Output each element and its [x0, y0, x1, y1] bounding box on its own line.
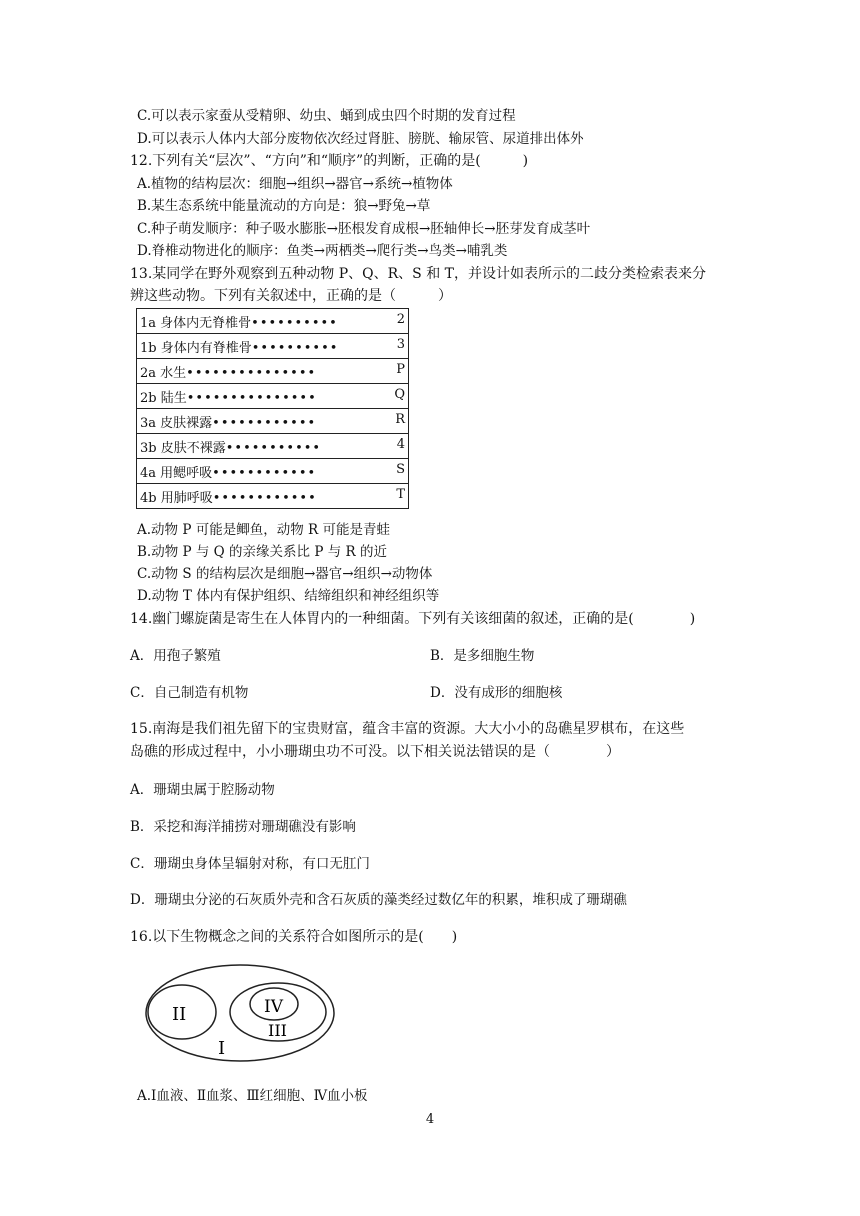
q15-stem-line2: 岛礁的形成过程中，小小珊瑚虫功不可没。以下相关说法错误的是（ ） [130, 744, 620, 760]
venn-label-i: I [218, 1038, 226, 1059]
q11-option-c: C.可以表示家蚕从受精卵、幼虫、蛹到成虫四个时期的发育过程 [137, 108, 516, 124]
key-row [137, 459, 409, 484]
key-result: 3 [396, 336, 405, 352]
q14-option-a: A．用孢子繁殖 [130, 648, 221, 664]
dichotomous-key-table [136, 308, 409, 509]
venn-label-iv: IV [264, 997, 283, 1017]
key-result: S [396, 461, 405, 477]
key-row [137, 484, 409, 509]
q15-option-a: A．珊瑚虫属于腔肠动物 [130, 782, 275, 798]
venn-label-iii: III [268, 1021, 287, 1040]
key-result: P [396, 361, 405, 377]
key-dots: •••••••••• [251, 340, 339, 356]
q12-option-b: B.某生态系统中能量流动的方向是：狼→野兔→草 [137, 198, 431, 214]
q14-stem: 14.幽门螺旋菌是寄生在人体胃内的一种细菌。下列有关该细菌的叙述，正确的是( ) [130, 611, 696, 627]
q13-option-c: C.动物 S 的结构层次是细胞→器官→组织→动物体 [137, 566, 433, 582]
q13-stem-line2: 辨这些动物。下列有关叙述中，正确的是（ ） [130, 288, 452, 304]
key-label: 1b 身体内有脊椎骨 [140, 340, 252, 356]
key-dots: ••••••••••••••• [186, 390, 317, 406]
q13-option-b: B.动物 P 与 Q 的亲缘关系比 P 与 R 的近 [137, 544, 387, 560]
key-row [137, 434, 409, 459]
q14-option-c: C．自己制造有机物 [130, 685, 249, 701]
q16-stem: 16.以下生物概念之间的关系符合如图所示的是( ) [130, 929, 458, 945]
venn-label-ii: II [172, 1004, 187, 1025]
key-dots: •••••••••••• [212, 415, 317, 431]
key-result: Q [394, 386, 405, 402]
key-row [137, 384, 409, 409]
key-label: 1a 身体内无脊椎骨 [140, 315, 252, 331]
key-dots: ••••••••••••••• [186, 365, 317, 381]
q13-option-a: A.动物 P 可能是鲫鱼，动物 R 可能是青蛙 [137, 522, 390, 538]
q15-option-c: C．珊瑚虫身体呈辐射对称，有口无肛门 [130, 856, 370, 872]
key-result: T [396, 486, 405, 502]
key-row [137, 409, 409, 434]
venn-diagram [140, 958, 340, 1068]
q13-option-d: D.动物 T 体内有保护组织、结缔组织和神经组织等 [137, 588, 440, 604]
q15-option-d: D．珊瑚虫分泌的石灰质外壳和含石灰质的藻类经过数亿年的积累，堆积成了珊瑚礁 [130, 892, 627, 908]
q11-option-d: D.可以表示人体内大部分废物依次经过肾脏、膀胱、输尿管、尿道排出体外 [137, 131, 584, 147]
q14-option-b: B．是多细胞生物 [430, 648, 535, 664]
key-label: 2b 陆生 [140, 390, 187, 406]
q12-option-c: C.种子萌发顺序：种子吸水膨胀→胚根发育成根→胚轴伸长→胚芽发育成茎叶 [137, 221, 591, 237]
q12-stem: 12.下列有关“层次”、“方向”和“顺序”的判断，正确的是( ) [130, 153, 529, 169]
q12-option-a: A.植物的结构层次：细胞→组织→器官→系统→植物体 [137, 176, 453, 192]
key-dots: •••••••••••• [212, 465, 317, 481]
key-label: 4a 用鳃呼吸 [140, 465, 213, 481]
key-row [137, 309, 409, 334]
key-row [137, 334, 409, 359]
key-label: 3a 皮肤裸露 [140, 415, 213, 431]
key-row [137, 359, 409, 384]
key-label: 4b 用肺呼吸 [140, 490, 213, 506]
key-result: R [395, 411, 405, 427]
page-number: 4 [425, 1112, 435, 1127]
q12-option-d: D.脊椎动物进化的顺序：鱼类→两栖类→爬行类→鸟类→哺乳类 [137, 243, 508, 259]
key-dots: ••••••••••• [225, 440, 322, 456]
key-result: 2 [396, 311, 405, 327]
q14-option-d: D．没有成形的细胞核 [430, 685, 563, 701]
key-label: 3b 皮肤不裸露 [140, 440, 226, 456]
key-result: 4 [396, 436, 405, 452]
q15-option-b: B．采挖和海洋捕捞对珊瑚礁没有影响 [130, 819, 356, 835]
q16-option-a: A.Ⅰ血液、Ⅱ血浆、Ⅲ红细胞、Ⅳ血小板 [137, 1088, 368, 1104]
key-label: 2a 水生 [140, 365, 187, 381]
q15-stem-line1: 15.南海是我们祖先留下的宝贵财富，蕴含丰富的资源。大大小小的岛礁星罗棋布，在这些 [130, 721, 685, 737]
key-dots: •••••••••• [251, 315, 338, 331]
q13-stem-line1: 13.某同学在野外观察到五种动物 P、Q、R、S 和 T，并设计如表所示的二歧分类检索表来分 [130, 266, 706, 282]
key-dots: •••••••••••• [212, 490, 317, 506]
